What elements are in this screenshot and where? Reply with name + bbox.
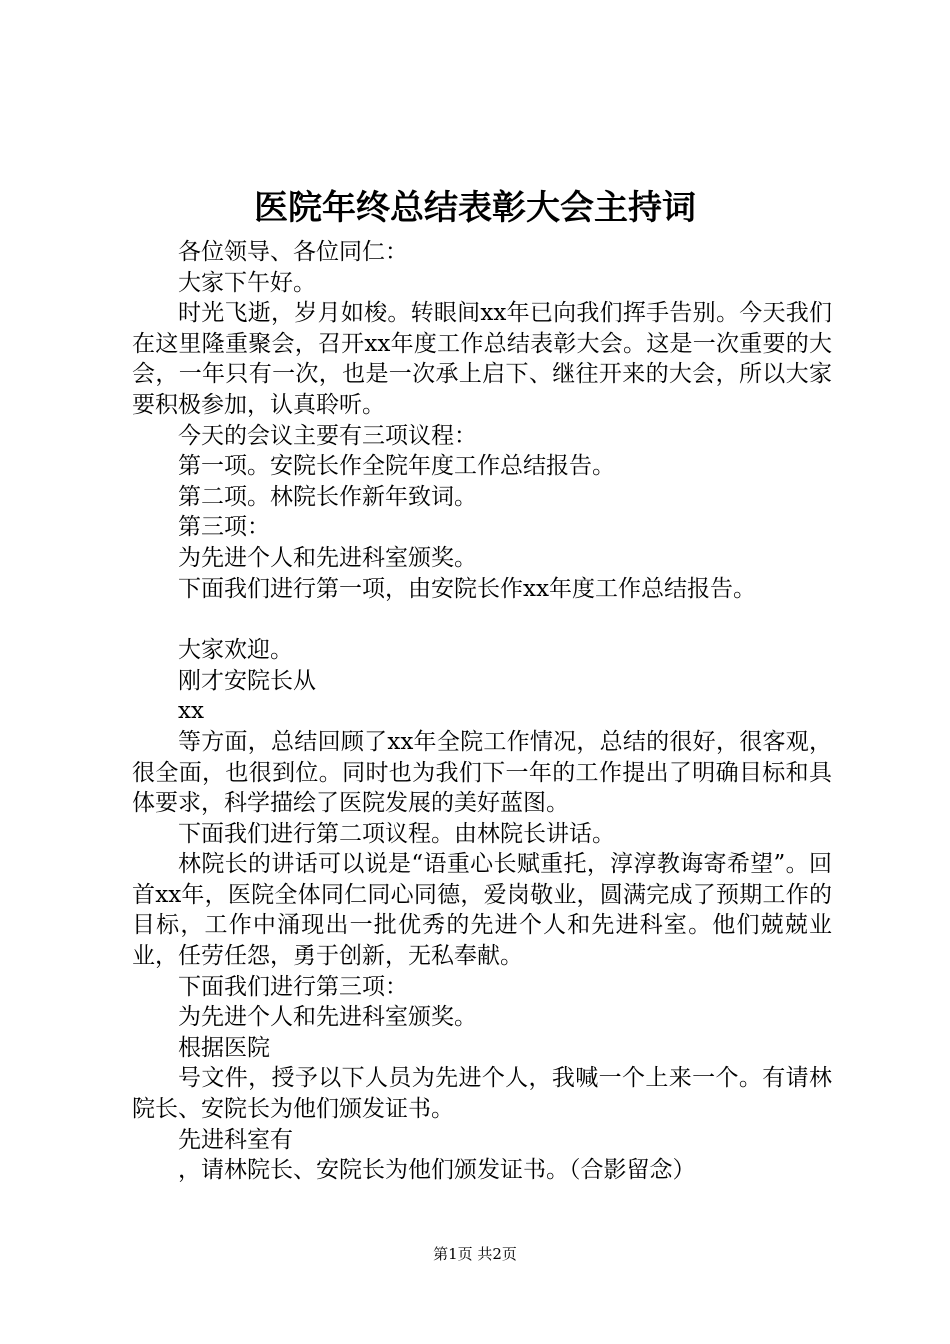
paragraph-closing: ，请林院长、安院长为他们颁发证书。（合影留念） — [178, 1157, 696, 1184]
page-footer: 第1页 共2页 — [433, 1245, 517, 1263]
paragraph-agenda-item-3-detail: 为先进个人和先进科室颁奖。 — [178, 544, 477, 571]
paragraph-review-start: 刚才安院长从 — [178, 667, 316, 694]
paragraph-greeting: 大家下午好。 — [178, 269, 316, 296]
paragraph-welcome: 大家欢迎。 — [178, 637, 293, 664]
paragraph-opening: 时光飞逝，岁月如梭。转眼间xx年已向我们挥手告别。今天我们在这里隆重聚会，召开xx年度工作总结表彰大会。这是一次重要的大会，一年只有一次，也是一次承上启下、继往开来的大会，所以大家要积极参加，认真聆听。 — [132, 300, 832, 418]
paragraph-speech-comment: 林院长的讲话可以说是“语重心长赋重托，淳淳教诲寄希望”。回首xx年，医院全体同仁同心同德，爱岗敬业，圆满完成了预期工作的目标，工作中涌现出一批优秀的先进个人和先进科室。他们兢兢业业，任劳任怨，勇于创新，无私奉献。 — [132, 851, 832, 970]
paragraph-department-awards: 先进科室有 — [178, 1126, 293, 1153]
paragraph-agenda-item-3: 第三项： — [178, 514, 270, 541]
paragraph-third-item: 下面我们进行第三项： — [178, 973, 408, 1000]
paragraph-second-item: 下面我们进行第二项议程。由林院长讲话。 — [178, 820, 615, 847]
paragraph-agenda-item-2: 第二项。林院长作新年致词。 — [178, 483, 477, 510]
paragraph-awards: 为先进个人和先进科室颁奖。 — [178, 1004, 477, 1031]
paragraph-review-xx: xx — [178, 698, 204, 725]
paragraph-salutation: 各位领导、各位同仁： — [178, 239, 408, 265]
document-body — [132, 237, 832, 1186]
paragraph-first-item: 下面我们进行第一项，由安院长作xx年度工作总结报告。 — [178, 575, 756, 602]
paragraph-individual-awards: 号文件，授予以下人员为先进个人，我喊一个上来一个。有请林院长、安院长为他们颁发证书。 — [132, 1065, 832, 1123]
paragraph-review-summary: 等方面，总结回顾了xx年全院工作情况，总结的很好，很客观，很全面，也很到位。同时也为我们下一年的工作提出了明确目标和具体要求，科学描绘了医院发展的美好蓝图。 — [132, 728, 832, 817]
paragraph-per-document: 根据医院 — [178, 1034, 270, 1061]
paragraph-agenda-item-1: 第一项。安院长作全院年度工作总结报告。 — [178, 453, 615, 480]
paragraph-agenda-intro: 今天的会议主要有三项议程： — [178, 422, 477, 449]
paragraph-spacer — [132, 604, 832, 635]
document-title: 医院年终总结表彰大会主持词 — [254, 188, 696, 228]
